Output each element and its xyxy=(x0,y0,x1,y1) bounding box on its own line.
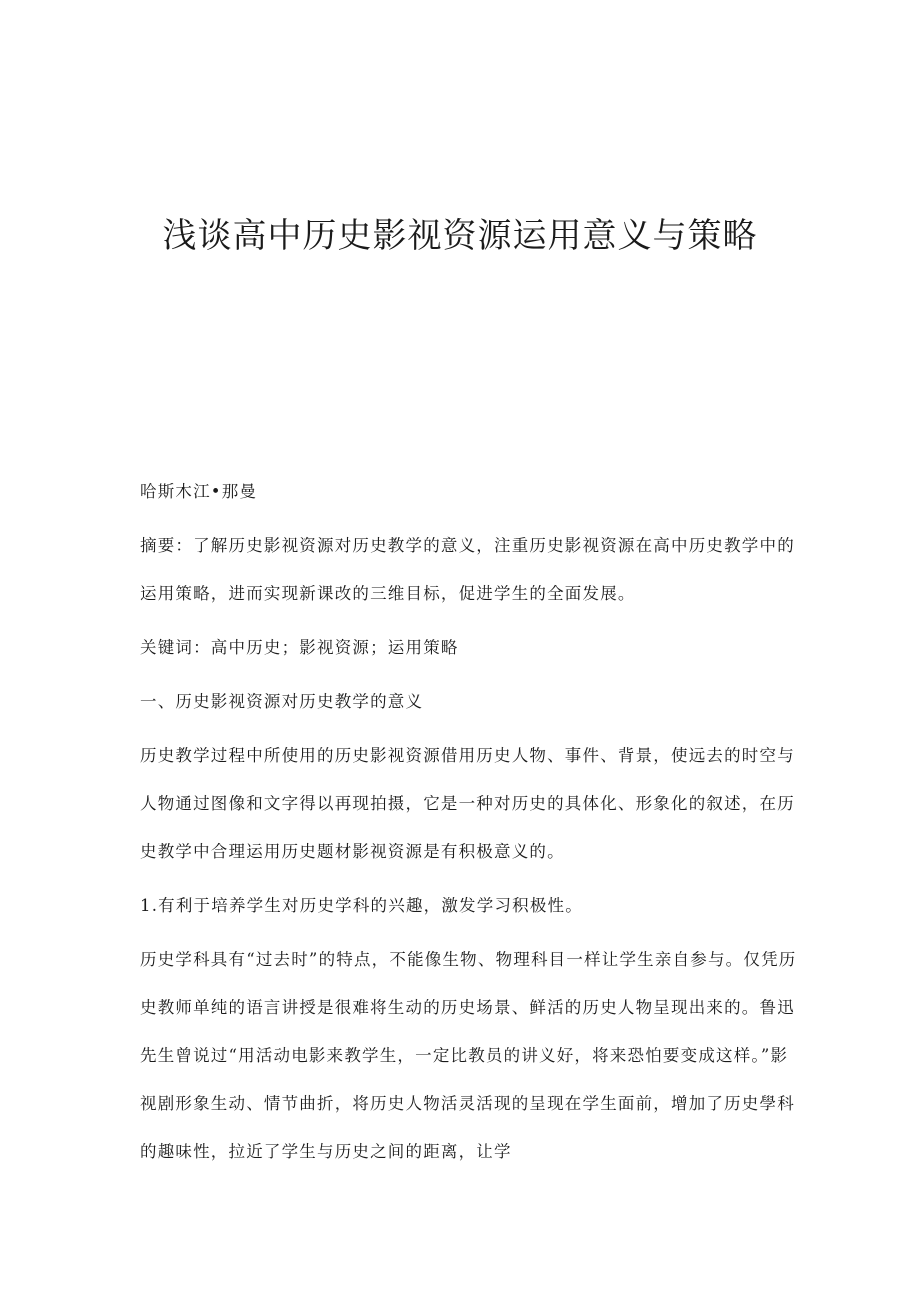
document-body xyxy=(140,468,800,1182)
subsection-heading: 1.有利于培养学生对历史学科的兴趣，激发学习积极性。 xyxy=(140,896,583,915)
section-heading: 一、历史影视资源对历史教学的意义 xyxy=(140,692,424,711)
author-line: 哈斯木江•那曼 xyxy=(140,482,258,501)
section-paragraph: 历史教学过程中所使用的历史影视资源借用历史人物、事件、背景，使远去的时空与人物通过图像和文字得以再现拍摄，它是一种对历史的具体化、形象化的叙述，在历史教学中合理运用历史题材影视资源是有积极意义的。 xyxy=(140,746,795,861)
document-title: 浅谈高中历史影视资源运用意义与策略 xyxy=(162,216,758,256)
abstract-paragraph: 摘要：了解历史影视资源对历史教学的意义，注重历史影视资源在高中历史教学中的运用策略，进而实现新课改的三维目标，促进学生的全面发展。 xyxy=(140,536,795,603)
keywords-line: 关键词：高中历史；影视资源；运用策略 xyxy=(140,638,459,657)
subsection-paragraph: 历史学科具有“过去时”的特点，不能像生物、物理科目一样让学生亲自参与。仅凭历史教师单纯的语言讲授是很难将生动的历史场景、鲜活的历史人物呈现出来的。鲁迅先生曾说过“用活动电影来教学生，一定比教员的讲义好，将来恐怕要变成这样。”影视剧形象生动、情节曲折，将历史人物活灵活现的呈现在学生面前，增加了历史學科的趣味性，拉近了学生与历史之间的距离，让学 xyxy=(140,950,797,1161)
